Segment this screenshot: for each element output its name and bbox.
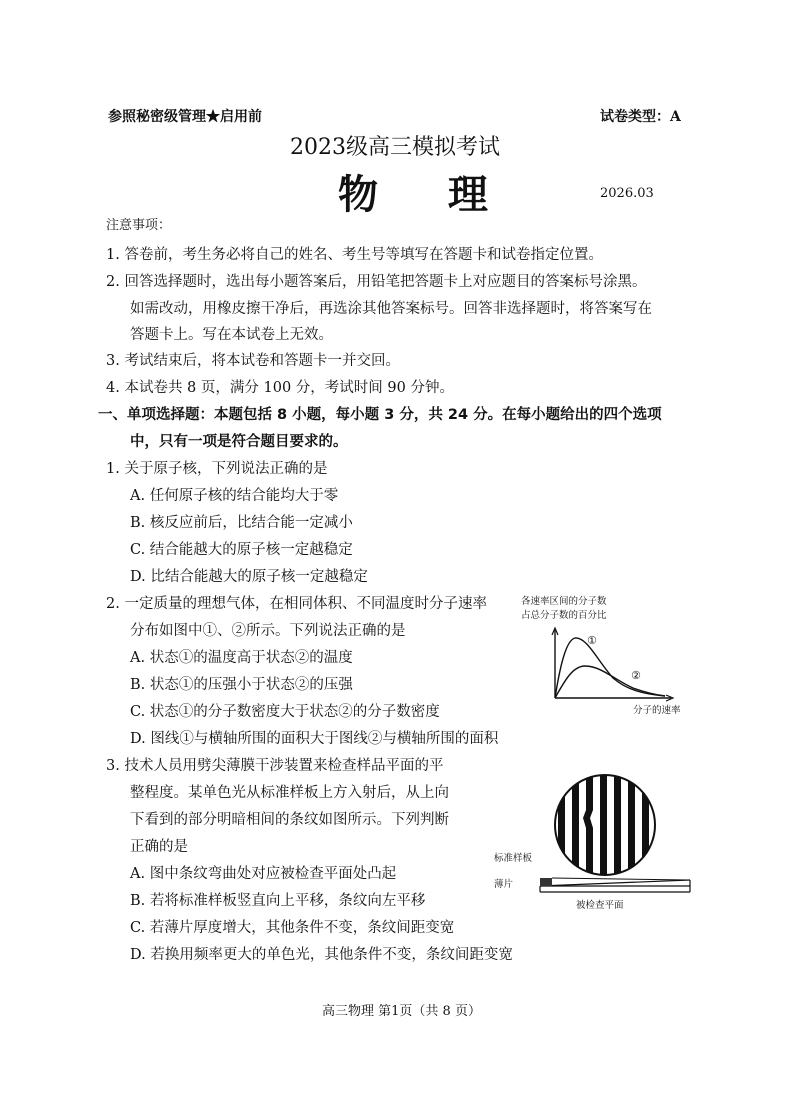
distribution-curves — [515, 590, 695, 720]
section-heading-cont: 中，只有一项是符合题目要求的。 — [130, 434, 348, 450]
speed-distribution-figure — [515, 590, 695, 720]
header-right: 试卷类型：A — [600, 109, 681, 125]
note-item: 2. 回答选择题时，选出每小题答案后，用铅笔把答题卡上对应题目的答案标号涂黑。 — [106, 274, 647, 290]
page-footer: 高三物理 第1页（共 8 页） — [322, 1004, 481, 1019]
figure-ylabel-line2: 占总分子数的百分比 — [521, 610, 607, 621]
curve-2-label: ② — [631, 669, 641, 682]
subject-title: 物 理 — [338, 171, 516, 218]
question-1-stem: 1. 关于原子核，下列说法正确的是 — [106, 461, 328, 477]
exam-title: 2023级高三模拟考试 — [290, 135, 500, 160]
notes-heading: 注意事项： — [106, 218, 172, 233]
label-standard-plate: 标准样板 — [494, 853, 533, 864]
curve-1-label: ① — [587, 634, 597, 647]
q3-option-c: C. 若薄片厚度增大，其他条件不变，条纹间距变宽 — [130, 920, 455, 936]
header-left: 参照秘密级管理★启用前 — [108, 109, 262, 125]
question-3-stem-cont: 下看到的部分明暗相间的条纹如图所示。下列判断 — [130, 812, 449, 828]
section-heading: 一、单项选择题：本题包括 8 小题，每小题 3 分，共 24 分。在每小题给出的四个选项 — [98, 407, 662, 423]
note-item: 答题卡上。写在本试卷上无效。 — [130, 327, 333, 343]
question-3-stem-cont: 正确的是 — [130, 839, 188, 855]
q2-option-d: D. 图线①与横轴所围的面积大于图线②与横轴所围的面积 — [130, 731, 499, 747]
question-2-stem: 2. 一定质量的理想气体，在相同体积、不同温度时分子速率 — [106, 596, 487, 612]
figure-xlabel: 分子的速率 — [633, 705, 681, 716]
q2-option-a: A. 状态①的温度高于状态②的温度 — [130, 650, 353, 666]
note-item: 3. 考试结束后，将本试卷和答题卡一并交回。 — [106, 353, 400, 369]
fringe-diagram — [490, 770, 700, 915]
label-inspected-surface: 被检查平面 — [576, 900, 624, 911]
question-3-stem-cont: 整程度。某单色光从标准样板上方入射后，从上向 — [130, 785, 449, 801]
label-thin-sheet: 薄片 — [494, 879, 514, 890]
question-3-stem: 3. 技术人员用劈尖薄膜干涉装置来检查样品平面的平 — [106, 758, 444, 774]
interference-figure — [490, 770, 700, 915]
q2-option-c: C. 状态①的分子数密度大于状态②的分子数密度 — [130, 704, 440, 720]
note-item: 如需改动，用橡皮擦干净后，再选涂其他答案标号。回答非选择题时，将答案写在 — [130, 301, 652, 317]
q1-option-d: D. 比结合能越大的原子核一定越稳定 — [130, 569, 368, 585]
note-item: 4. 本试卷共 8 页，满分 100 分，考试时间 90 分钟。 — [106, 380, 454, 396]
q1-option-a: A. 任何原子核的结合能均大于零 — [130, 488, 339, 504]
q3-option-d: D. 若换用频率更大的单色光，其他条件不变，条纹间距变宽 — [130, 947, 513, 963]
exam-date: 2026.03 — [600, 186, 654, 201]
q2-option-b: B. 状态①的压强小于状态②的压强 — [130, 677, 353, 693]
q3-option-b: B. 若将标准样板竖直向上平移，条纹向左平移 — [130, 893, 426, 909]
q3-option-a: A. 图中条纹弯曲处对应被检查平面处凸起 — [130, 866, 397, 882]
q1-option-c: C. 结合能越大的原子核一定越稳定 — [130, 542, 353, 558]
figure-ylabel-line1: 各速率区间的分子数 — [521, 596, 607, 607]
q1-option-b: B. 核反应前后，比结合能一定减小 — [130, 515, 353, 531]
note-item: 1. 答卷前，考生务必将自己的姓名、考生号等填写在答题卡和试卷指定位置。 — [106, 247, 603, 263]
question-2-stem-cont: 分布如图中①、②所示。下列说法正确的是 — [130, 623, 406, 639]
